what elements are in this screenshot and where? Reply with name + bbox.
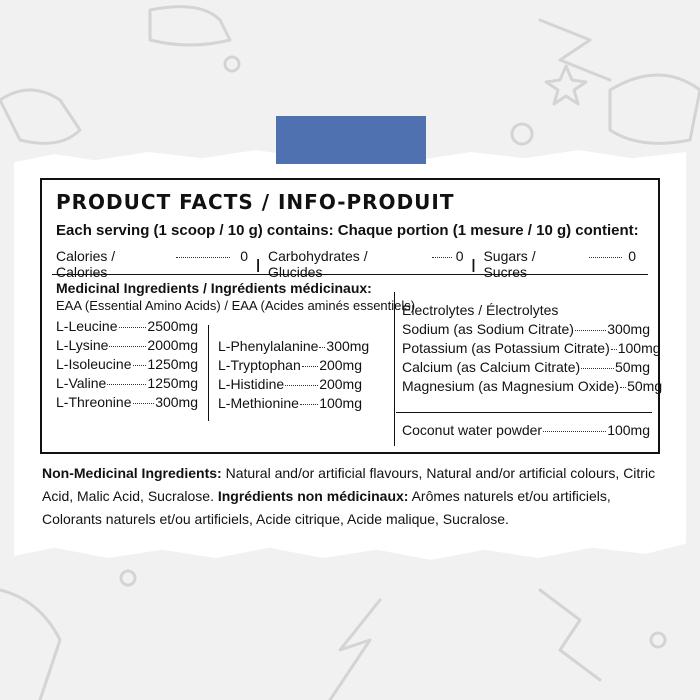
ingredient-name: L-Phenylalanine [218,338,319,354]
ingredient-name: L-Tryptophan [218,357,301,373]
sneaker-icon [0,90,80,143]
ingredient-name: L-Histidine [218,376,285,392]
ingredient-amount: 300mg [326,338,370,354]
ingredient-name: L-Isoleucine [56,356,132,372]
ingredient-row [56,337,198,356]
ingredient-amount: 100mg [607,422,650,438]
non-medicinal-label: Non-Medicinal Ingredients: [42,465,222,481]
non-medicinal-fr-label: Ingrédients non médicinaux: [217,488,409,504]
bottle-icon [610,75,700,143]
dot-icon [651,633,665,647]
divider [396,412,652,413]
ingredient-amount: 1250mg [147,375,198,391]
calories-label: Calories / Calories [56,248,116,280]
ingredient-row [218,376,362,395]
carbs-label: Carbohydrates / Glucides [267,248,368,280]
calories-value: 0 [240,248,249,264]
ingredient-name: L-Valine [56,375,107,391]
ingredient-name: L-Methionine [218,395,299,411]
ingredient-row [56,375,198,394]
carbs-value: 0 [455,248,464,264]
dot-icon [512,124,532,144]
ingredient-name: L-Lysine [56,337,109,353]
calories-cell [56,248,248,280]
column-divider [208,325,209,421]
ingredient-name: Magnesium (as Magnesium Oxide) [402,378,620,394]
leader-dots [589,257,622,258]
ingredient-amount: 300mg [155,394,198,410]
ingredient-row [402,378,663,397]
ingredient-row [218,395,362,414]
ingredient-name: Calcium (as Calcium Citrate) [402,359,581,375]
ingredient-name: Sodium (as Sodium Citrate) [402,321,574,337]
ingredient-row [402,321,650,340]
ingredient-name: L-Threonine [56,394,132,410]
ingredient-amount: 50mg [627,378,663,394]
coconut-row-wrap [402,422,650,441]
ingredient-amount: 1250mg [147,356,198,372]
eaa-column-2 [218,338,370,414]
divider [52,274,648,275]
dot-icon [225,57,239,71]
ingredient-row [402,422,650,441]
ingredient-row [56,356,198,375]
ingredient-row [56,318,198,337]
medicinal-heading: Medicinal Ingredients / Ingrédients médicinaux: [56,280,372,296]
ingredient-name: L-Leucine [56,318,118,334]
ingredient-amount: 2000mg [147,337,198,353]
ingredient-name: Potassium (as Potassium Citrate) [402,340,610,356]
ingredient-amount: 2500mg [147,318,198,334]
ingredient-row [218,357,362,376]
ingredient-amount: 100mg [617,340,661,356]
leader-dots [176,257,230,258]
panel-title: PRODUCT FACTS / INFO-PRODUIT [56,190,455,214]
separator: | [471,256,476,272]
dot-icon [121,571,135,585]
carbs-cell [268,248,464,280]
ingredient-name: Coconut water powder [402,422,543,438]
electrolytes-heading: Electrolytes / Électrolytes [402,302,559,318]
non-medicinal-fr-text: Arômes naturels et/ou artificiels, Colorants naturels et/ou artificiels, Acide citrique, Acide malique, Sucralose. [42,488,611,527]
tape-strip [276,116,426,164]
calories-row [56,248,636,280]
non-medicinal-ingredients [42,462,658,531]
star-icon [546,66,586,104]
ingredient-row [56,394,198,413]
lightning-icon [540,590,600,680]
ingredient-amount: 100mg [319,395,362,411]
ingredient-row [218,338,370,357]
ingredient-amount: 200mg [319,376,362,392]
lightning-icon [330,600,380,700]
sneaker-icon [150,7,230,45]
shaker-icon [0,590,60,700]
serving-size: Each serving (1 scoop / 10 g) contains: Chaque portion (1 mesure / 10 g) contient: [56,222,639,239]
eaa-column-1 [56,318,198,413]
section-divider [394,292,395,446]
ingredient-amount: 50mg [614,359,650,375]
electrolytes-column [402,302,663,397]
sugars-value: 0 [628,248,636,264]
non-medicinal-text: Natural and/or artificial flavours, Natural and/or artificial colours, Citric Acid, Malic Acid, Sucralose. [42,465,656,504]
sugars-label: Sugars / Sucres [483,248,536,280]
lightning-icon [540,20,610,80]
ingredient-amount: 200mg [319,357,362,373]
product-facts-panel [40,178,663,454]
ingredient-row [402,359,650,378]
sugars-cell [483,248,636,280]
eaa-heading: EAA (Essential Amino Acids) / EAA (Acides aminés essentiels) [56,298,416,313]
separator: | [256,256,260,272]
ingredient-amount: 300mg [607,321,650,337]
leader-dots [432,257,451,258]
ingredient-row [402,340,661,359]
